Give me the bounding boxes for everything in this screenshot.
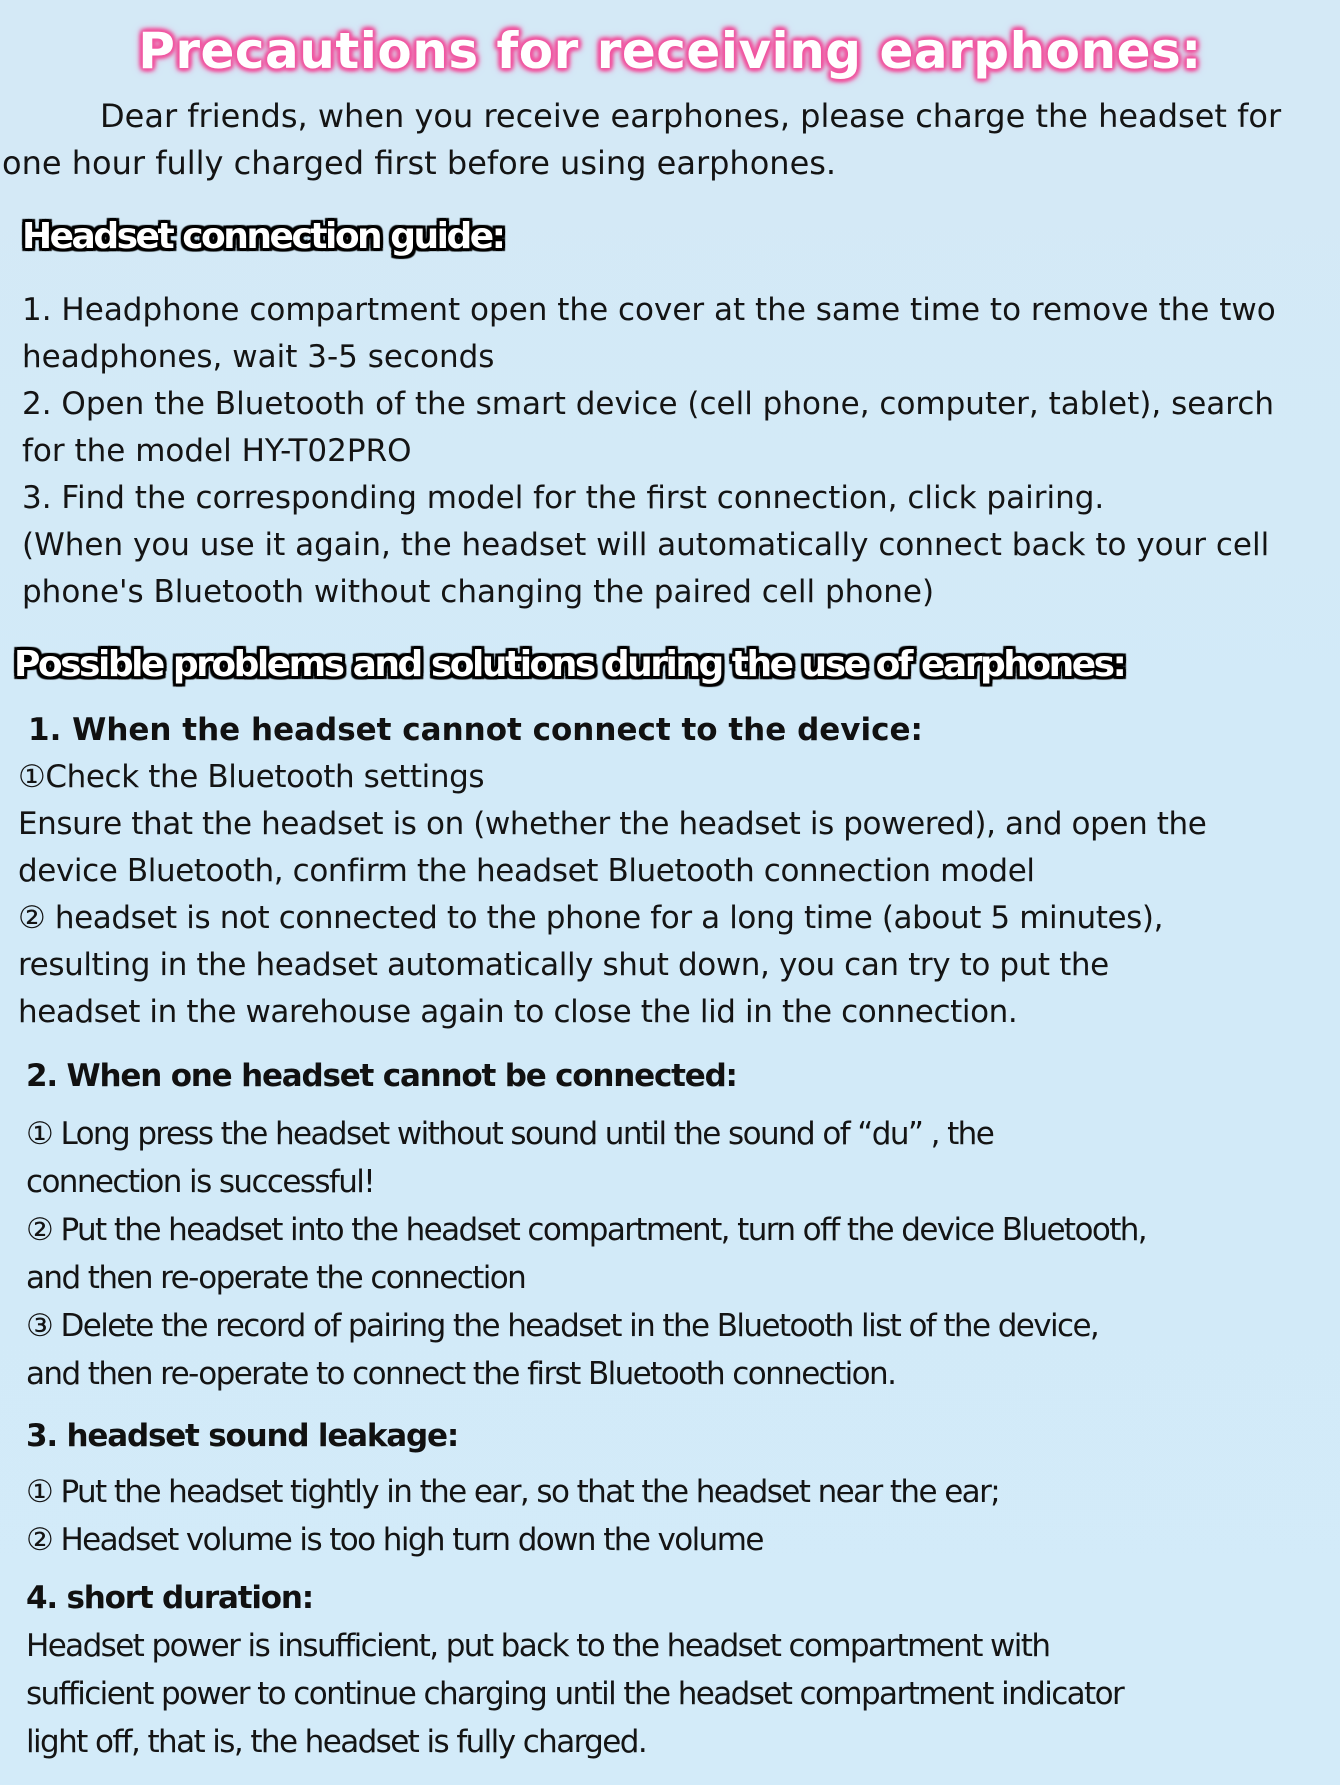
section-2-line: and then re-operate to connect the first Bluetooth connection. bbox=[26, 1356, 896, 1392]
section-2-line: ① Long press the headset without sound until the sound of “du” , the bbox=[26, 1116, 994, 1152]
section-3-heading: 3. headset sound leakage: bbox=[26, 1418, 459, 1454]
section-2-heading: 2. When one headset cannot be connected: bbox=[26, 1058, 737, 1094]
section-4-line: light off, that is, the headset is fully charged. bbox=[26, 1724, 647, 1760]
section-1-line: headset in the warehouse again to close the lid in the connection. bbox=[18, 994, 1018, 1030]
guide-line: 3. Find the corresponding model for the first connection, click pairing. bbox=[22, 480, 1105, 516]
section-2-line: ③ Delete the record of pairing the headset in the Bluetooth list of the device, bbox=[26, 1308, 1099, 1344]
section-3-line: ② Headset volume is too high turn down the volume bbox=[26, 1522, 763, 1558]
page-title: Precautions for receiving earphones: bbox=[138, 22, 1202, 80]
section-3-line: ① Put the headset tightly in the ear, so that the headset near the ear; bbox=[26, 1474, 1000, 1510]
intro-line-2: one hour fully charged first before using earphones. bbox=[2, 144, 837, 182]
connection-guide-heading: Headset connection guide: bbox=[22, 216, 504, 257]
guide-line: phone's Bluetooth without changing the paired cell phone) bbox=[22, 574, 935, 610]
section-4-heading: 4. short duration: bbox=[26, 1580, 313, 1616]
section-1-line: resulting in the headset automatically shut down, you can try to put the bbox=[18, 947, 1109, 983]
section-1-line: Ensure that the headset is on (whether the headset is powered), and open the bbox=[18, 806, 1207, 842]
section-2-line: and then re-operate the connection bbox=[26, 1260, 526, 1296]
guide-line: 1. Headphone compartment open the cover at the same time to remove the two bbox=[22, 292, 1276, 328]
guide-line: headphones, wait 3-5 seconds bbox=[22, 339, 495, 375]
section-1-line: ①Check the Bluetooth settings bbox=[18, 759, 485, 795]
guide-line-model: for the model HY-T02PRO bbox=[22, 433, 412, 469]
guide-line: 2. Open the Bluetooth of the smart device (cell phone, computer, tablet), search bbox=[22, 386, 1275, 422]
section-1-line: ② headset is not connected to the phone for a long time (about 5 minutes), bbox=[18, 900, 1164, 936]
problems-heading: Possible problems and solutions during the use of earphones: bbox=[14, 644, 1125, 685]
section-4-line: Headset power is insufficient, put back to the headset compartment with bbox=[26, 1628, 1050, 1664]
section-2-line: ② Put the headset into the headset compartment, turn off the device Bluetooth, bbox=[26, 1212, 1147, 1248]
intro-line-1: Dear friends, when you receive earphones, please charge the headset for bbox=[100, 97, 1282, 135]
section-4-line: sufficient power to continue charging until the headset compartment indicator bbox=[26, 1676, 1124, 1712]
section-1-line: device Bluetooth, confirm the headset Bluetooth connection model bbox=[18, 853, 1035, 889]
section-2-line: connection is successful! bbox=[26, 1164, 375, 1200]
section-1-heading: 1. When the headset cannot connect to the device: bbox=[28, 712, 923, 748]
guide-line: (When you use it again, the headset will automatically connect back to your cell bbox=[22, 527, 1270, 563]
